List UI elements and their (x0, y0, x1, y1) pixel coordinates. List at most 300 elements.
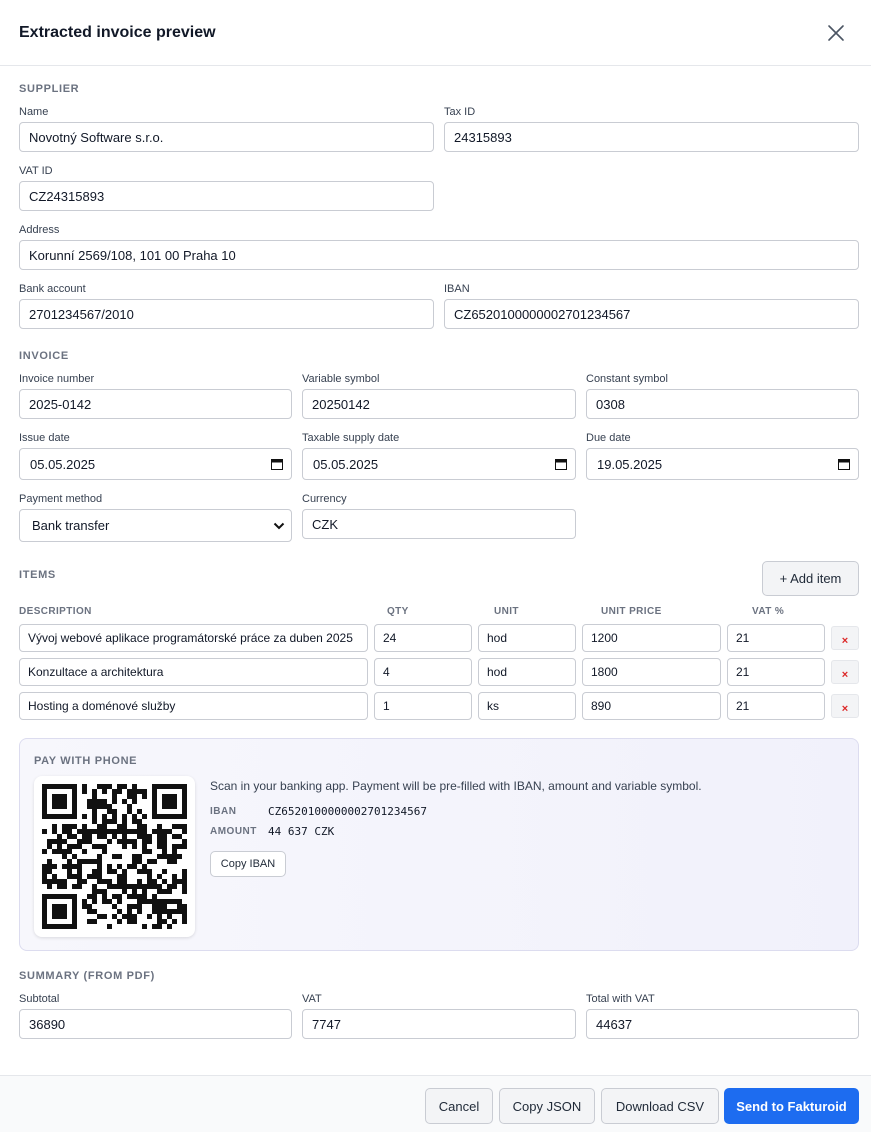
item-unit-field[interactable]: hod (478, 658, 576, 686)
qr-module (147, 914, 152, 919)
qr-module (132, 789, 137, 794)
qr-module (72, 904, 77, 909)
qr-module (117, 864, 122, 869)
dialog-header (0, 0, 871, 66)
iban-field[interactable] (444, 299, 859, 329)
qr-module (42, 789, 47, 794)
subtotal-field[interactable] (19, 1009, 292, 1039)
qr-module (182, 869, 187, 874)
qr-module (67, 834, 72, 839)
qr-module (57, 834, 62, 839)
qr-module (157, 909, 162, 914)
qr-module (127, 894, 132, 899)
qr-module (57, 804, 62, 809)
qr-module (52, 864, 57, 869)
qr-module (152, 879, 157, 884)
qr-module (127, 829, 132, 834)
qr-module (137, 899, 142, 904)
qr-module (57, 814, 62, 819)
bank-account-group (19, 283, 434, 329)
qr-module (137, 819, 142, 824)
qr-module (72, 854, 77, 859)
qr-module (132, 859, 137, 864)
qr-module (42, 829, 47, 834)
qr-module (52, 874, 57, 879)
qr-module (97, 799, 102, 804)
qr-module (157, 874, 162, 879)
qr-module (127, 794, 132, 799)
qr-module (162, 889, 167, 894)
qr-module (152, 804, 157, 809)
qr-module (117, 919, 122, 924)
payment-method-group (19, 493, 292, 542)
due-date-value: 19.05.2025 (597, 456, 663, 472)
qr-module (62, 924, 67, 929)
qr-module (72, 909, 77, 914)
qr-module (107, 839, 112, 844)
qr-code (42, 784, 187, 929)
qr-module (82, 849, 87, 854)
qr-module (62, 884, 67, 889)
qr-module (152, 829, 157, 834)
qr-module (102, 849, 107, 854)
remove-item-button[interactable] (831, 660, 859, 684)
qr-module (92, 894, 97, 899)
qr-module (107, 884, 112, 889)
qr-module (87, 859, 92, 864)
qr-module (142, 829, 147, 834)
tax-id-label: Tax ID (444, 106, 476, 118)
qr-module (147, 884, 152, 889)
qr-module (107, 924, 112, 929)
qr-module (62, 849, 67, 854)
qr-module (52, 839, 57, 844)
iban-group (444, 283, 859, 329)
qr-module (112, 799, 117, 804)
qr-module (112, 809, 117, 814)
item-price-field[interactable]: 890 (582, 692, 721, 720)
taxable-date-label: Taxable supply date (302, 432, 400, 444)
qr-module (142, 839, 147, 844)
qr-module (127, 914, 132, 919)
qr-module (102, 844, 107, 849)
qr-module (137, 789, 142, 794)
issue-date-label: Issue date (19, 432, 70, 444)
qr-module (132, 904, 137, 909)
calendar-icon[interactable] (838, 458, 850, 470)
qr-module (117, 839, 122, 844)
payment-method-select[interactable] (19, 509, 292, 542)
qr-module (157, 854, 162, 859)
taxable-date-field[interactable] (302, 448, 576, 480)
copy-iban-button[interactable]: Copy IBAN (210, 851, 286, 877)
qr-module (92, 869, 97, 874)
pay-amount-value: 44 637 CZK (268, 825, 335, 838)
qr-module (172, 794, 177, 799)
qr-module (67, 894, 72, 899)
item-description-field[interactable]: Vývoj webové aplikace programátorské práce za duben 2025 (19, 624, 368, 652)
qr-module (97, 804, 102, 809)
qr-module (152, 794, 157, 799)
qr-card (34, 776, 195, 937)
qr-module (132, 814, 137, 819)
qr-module (92, 919, 97, 924)
qr-module (67, 864, 72, 869)
qr-module (182, 884, 187, 889)
qr-module (172, 859, 177, 864)
payment-method-value: Bank transfer (32, 518, 110, 533)
variable-symbol-field[interactable] (302, 389, 576, 419)
qr-module (172, 919, 177, 924)
qr-module (177, 784, 182, 789)
invoice-number-field[interactable] (19, 389, 292, 419)
qr-module (132, 894, 137, 899)
subtotal-label: Subtotal (19, 993, 60, 1005)
qr-module (77, 874, 82, 879)
qr-module (122, 884, 127, 889)
qr-module (42, 799, 47, 804)
qr-module (92, 819, 97, 824)
add-item-button[interactable]: + Add item (762, 561, 859, 596)
qr-module (62, 864, 67, 869)
qr-module (82, 784, 87, 789)
qr-module (67, 844, 72, 849)
qr-module (112, 829, 117, 834)
qr-module (122, 814, 127, 819)
qr-module (52, 849, 57, 854)
supplier-name-field[interactable] (19, 122, 434, 152)
qr-module (57, 849, 62, 854)
qr-module (57, 879, 62, 884)
qr-module (172, 909, 177, 914)
qr-module (87, 909, 92, 914)
qr-module (157, 919, 162, 924)
item-price-field[interactable]: 1200 (582, 624, 721, 652)
qr-module (137, 879, 142, 884)
qr-module (162, 799, 167, 804)
qr-module (42, 879, 47, 884)
qr-module (152, 809, 157, 814)
qr-module (52, 814, 57, 819)
cancel-button[interactable]: Cancel (425, 1088, 493, 1124)
issue-date-field[interactable] (19, 448, 292, 480)
qr-module (132, 829, 137, 834)
qr-module (157, 814, 162, 819)
items-section-label: ITEMS (19, 569, 56, 581)
item-qty-field[interactable]: 4 (374, 658, 472, 686)
qr-module (72, 809, 77, 814)
qr-module (152, 904, 157, 909)
qr-module (137, 904, 142, 909)
qr-module (67, 814, 72, 819)
qr-module (77, 829, 82, 834)
due-date-field[interactable] (586, 448, 859, 480)
item-unit-field[interactable]: hod (478, 624, 576, 652)
qr-module (172, 784, 177, 789)
qr-module (152, 894, 157, 899)
qr-module (182, 904, 187, 909)
qr-module (97, 824, 102, 829)
qr-module (107, 829, 112, 834)
qr-module (177, 824, 182, 829)
item-description-field[interactable]: Hosting a doménové služby (19, 692, 368, 720)
qr-module (47, 814, 52, 819)
qr-module (177, 909, 182, 914)
qr-module (157, 824, 162, 829)
qr-module (42, 794, 47, 799)
qr-module (162, 899, 167, 904)
constant-symbol-group (586, 373, 859, 419)
qr-module (157, 839, 162, 844)
qr-module (132, 794, 137, 799)
supplier-name-group (19, 106, 434, 152)
qr-module (182, 784, 187, 789)
qr-module (162, 829, 167, 834)
qr-module (107, 869, 112, 874)
qr-module (72, 834, 77, 839)
taxable-date-value: 05.05.2025 (313, 456, 379, 472)
pay-iban-label: IBAN (210, 806, 237, 817)
qr-module (152, 909, 157, 914)
qr-module (42, 804, 47, 809)
qr-module (97, 914, 102, 919)
due-date-group (586, 432, 859, 480)
vat-total-field[interactable] (302, 1009, 576, 1039)
qr-module (127, 839, 132, 844)
pay-amount-label: AMOUNT (210, 826, 257, 837)
pay-iban-value: CZ6520100000002701234567 (268, 805, 427, 818)
calendar-icon[interactable] (555, 458, 567, 470)
qr-module (72, 874, 77, 879)
qr-module (97, 864, 102, 869)
qr-module (87, 829, 92, 834)
qr-module (87, 834, 92, 839)
qr-module (57, 794, 62, 799)
qr-module (122, 874, 127, 879)
address-label: Address (19, 224, 60, 236)
bank-account-field[interactable] (19, 299, 434, 329)
qr-module (107, 864, 112, 869)
qr-module (177, 854, 182, 859)
qr-module (77, 844, 82, 849)
qr-module (162, 844, 167, 849)
qr-module (177, 904, 182, 909)
qr-module (132, 784, 137, 789)
qr-module (162, 919, 167, 924)
qr-module (182, 889, 187, 894)
qr-module (112, 814, 117, 819)
tax-id-group (444, 106, 859, 152)
qr-module (147, 849, 152, 854)
qr-module (92, 829, 97, 834)
qr-module (132, 839, 137, 844)
qr-module (92, 909, 97, 914)
qr-module (107, 819, 112, 824)
qr-module (47, 844, 52, 849)
qr-module (42, 869, 47, 874)
qr-module (92, 799, 97, 804)
qr-module (67, 829, 72, 834)
qr-module (72, 924, 77, 929)
qr-module (142, 884, 147, 889)
qr-module (127, 884, 132, 889)
qr-module (107, 879, 112, 884)
qr-module (42, 924, 47, 929)
bank-account-label: Bank account (19, 283, 86, 295)
qr-module (77, 879, 82, 884)
qr-module (122, 829, 127, 834)
variable-symbol-label: Variable symbol (302, 373, 380, 385)
qr-module (42, 784, 47, 789)
qr-module (182, 814, 187, 819)
qr-module (167, 884, 172, 889)
qr-module (62, 904, 67, 909)
qr-module (92, 859, 97, 864)
qr-module (147, 874, 152, 879)
qr-module (122, 869, 127, 874)
taxable-date-group (302, 432, 576, 480)
remove-item-button[interactable] (831, 694, 859, 718)
qr-module (67, 824, 72, 829)
qr-module (72, 894, 77, 899)
copy-json-button[interactable]: Copy JSON (499, 1088, 595, 1124)
address-group (19, 224, 859, 270)
item-vat-field[interactable]: 21 (727, 692, 825, 720)
qr-module (132, 889, 137, 894)
qr-module (177, 814, 182, 819)
calendar-icon[interactable] (271, 458, 283, 470)
total-with-vat-group (586, 993, 859, 1039)
qr-module (117, 879, 122, 884)
qr-module (102, 879, 107, 884)
download-csv-button[interactable]: Download CSV (601, 1088, 719, 1124)
qr-module (162, 804, 167, 809)
qr-module (112, 789, 117, 794)
qr-module (42, 849, 47, 854)
qr-module (107, 784, 112, 789)
qr-module (137, 884, 142, 889)
qr-module (77, 869, 82, 874)
qr-module (137, 869, 142, 874)
invoice-number-label: Invoice number (19, 373, 95, 385)
qr-module (52, 799, 57, 804)
vat-id-group (19, 165, 434, 211)
qr-module (162, 879, 167, 884)
item-price-field[interactable]: 1800 (582, 658, 721, 686)
qr-module (142, 899, 147, 904)
qr-module (172, 799, 177, 804)
qr-module (57, 909, 62, 914)
qr-module (122, 914, 127, 919)
qr-module (142, 834, 147, 839)
qr-module (162, 849, 167, 854)
qr-module (52, 894, 57, 899)
close-button[interactable] (825, 22, 847, 44)
dialog-title: Extracted invoice preview (19, 23, 216, 41)
qr-module (112, 869, 117, 874)
qr-module (57, 894, 62, 899)
qr-module (167, 914, 172, 919)
qr-module (87, 839, 92, 844)
address-field[interactable] (19, 240, 859, 270)
qr-module (57, 784, 62, 789)
qr-module (102, 789, 107, 794)
item-vat-field[interactable]: 21 (727, 624, 825, 652)
qr-module (42, 914, 47, 919)
send-to-fakturoid-button[interactable]: Send to Fakturoid (724, 1088, 859, 1124)
vat-id-label: VAT ID (19, 165, 53, 177)
item-unit-field[interactable]: ks (478, 692, 576, 720)
total-with-vat-field[interactable] (586, 1009, 859, 1039)
qr-module (182, 804, 187, 809)
currency-field[interactable] (302, 509, 576, 539)
qr-module (162, 814, 167, 819)
vat-id-field[interactable] (19, 181, 434, 211)
qr-module (182, 789, 187, 794)
qr-module (102, 804, 107, 809)
qr-module (157, 914, 162, 919)
qr-module (112, 884, 117, 889)
item-description-field[interactable]: Konzultace a architektura (19, 658, 368, 686)
qr-module (122, 824, 127, 829)
constant-symbol-field[interactable] (586, 389, 859, 419)
item-qty-field[interactable]: 1 (374, 692, 472, 720)
qr-module (57, 924, 62, 929)
qr-module (112, 819, 117, 824)
qr-module (157, 834, 162, 839)
qr-module (102, 899, 107, 904)
item-qty-field[interactable]: 24 (374, 624, 472, 652)
due-date-label: Due date (586, 432, 631, 444)
qr-module (167, 889, 172, 894)
qr-module (167, 899, 172, 904)
qr-module (142, 889, 147, 894)
pay-section-label: PAY WITH PHONE (34, 755, 138, 767)
qr-module (117, 884, 122, 889)
qr-module (117, 784, 122, 789)
qr-module (102, 799, 107, 804)
tax-id-field[interactable] (444, 122, 859, 152)
qr-module (157, 924, 162, 929)
qr-module (72, 914, 77, 919)
col-qty: QTY (387, 606, 409, 617)
qr-module (137, 824, 142, 829)
qr-module (52, 794, 57, 799)
qr-module (142, 869, 147, 874)
qr-module (112, 834, 117, 839)
qr-module (167, 784, 172, 789)
item-vat-field[interactable]: 21 (727, 658, 825, 686)
dialog-footer (0, 1075, 871, 1132)
qr-module (167, 854, 172, 859)
qr-module (42, 874, 47, 879)
qr-module (172, 844, 177, 849)
qr-module (167, 829, 172, 834)
qr-module (92, 794, 97, 799)
qr-module (182, 919, 187, 924)
qr-module (62, 854, 67, 859)
qr-module (172, 849, 177, 854)
qr-module (172, 879, 177, 884)
qr-module (57, 844, 62, 849)
qr-module (52, 909, 57, 914)
qr-module (162, 794, 167, 799)
qr-module (82, 904, 87, 909)
qr-module (142, 924, 147, 929)
qr-module (42, 864, 47, 869)
remove-item-button[interactable] (831, 626, 859, 650)
qr-module (72, 784, 77, 789)
